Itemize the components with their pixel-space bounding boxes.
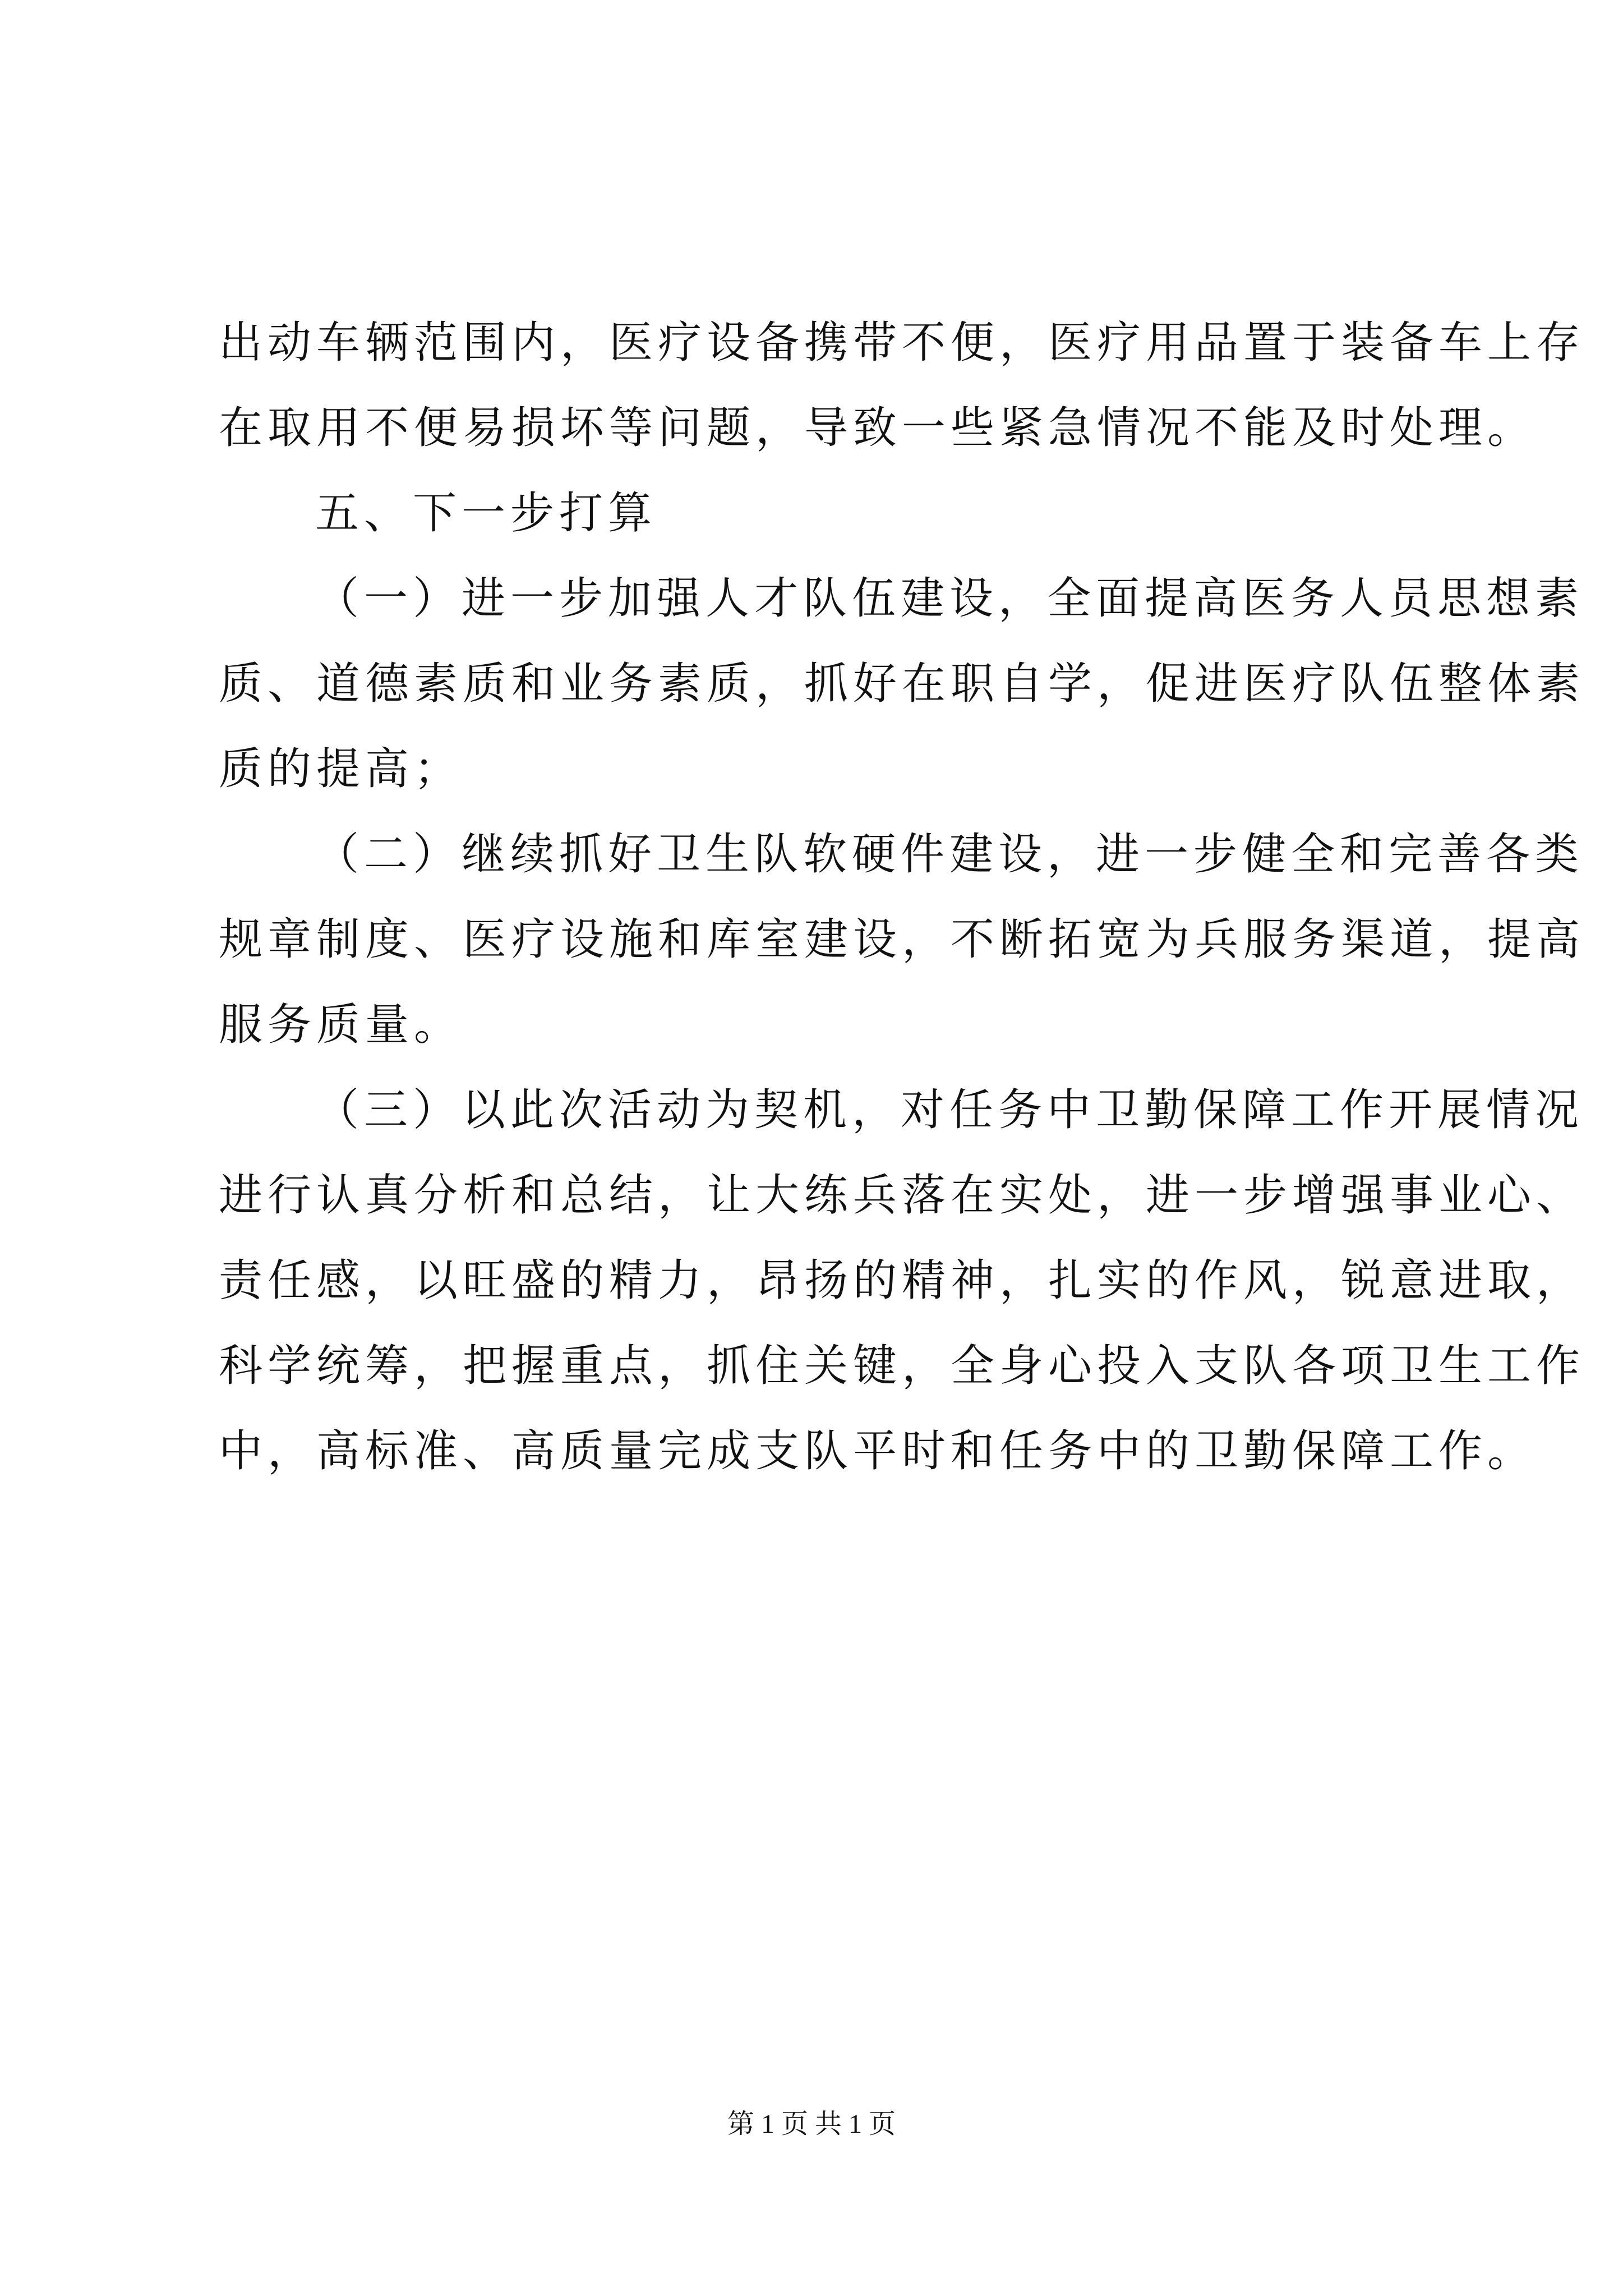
text-line: 质的提高； — [219, 744, 463, 794]
text-line: （一）进一步加强人才队伍建设，全面提高医务人员思想素 — [315, 573, 1584, 624]
page-footer: 第 1 页 共 1 页 — [727, 2109, 896, 2139]
text-line: 质、道德素质和业务素质，抓好在职自学，促进医疗队伍整体素 — [219, 659, 1585, 709]
text-line: 科学统筹，把握重点，抓住关键，全身心投入支队各项卫生工作 — [219, 1341, 1585, 1391]
text-line: 规章制度、医疗设施和库室建设，不断拓宽为兵服务渠道，提高 — [219, 914, 1585, 965]
text-line: 服务质量。 — [219, 1000, 463, 1050]
text-line: （二）继续抓好卫生队软硬件建设，进一步健全和完善各类 — [315, 829, 1584, 880]
section-heading: 五、下一步打算 — [315, 488, 657, 539]
text-line: （三）以此次活动为契机，对任务中卫勤保障工作开展情况 — [315, 1085, 1584, 1135]
text-line: 责任感，以旺盛的精力，昂扬的精神，扎实的作风，锐意进取， — [219, 1255, 1585, 1306]
body-text — [219, 300, 1585, 1494]
text-line: 在取用不便易损坏等问题，导致一些紧急情况不能及时处理。 — [219, 403, 1537, 453]
text-line: 出动车辆范围内，医疗设备携带不便，医疗用品置于装备车上存 — [219, 318, 1585, 368]
text-line: 进行认真分析和总结，让大练兵落在实处，进一步增强事业心、 — [219, 1170, 1585, 1221]
text-line: 中，高标准、高质量完成支队平时和任务中的卫勤保障工作。 — [219, 1426, 1537, 1476]
